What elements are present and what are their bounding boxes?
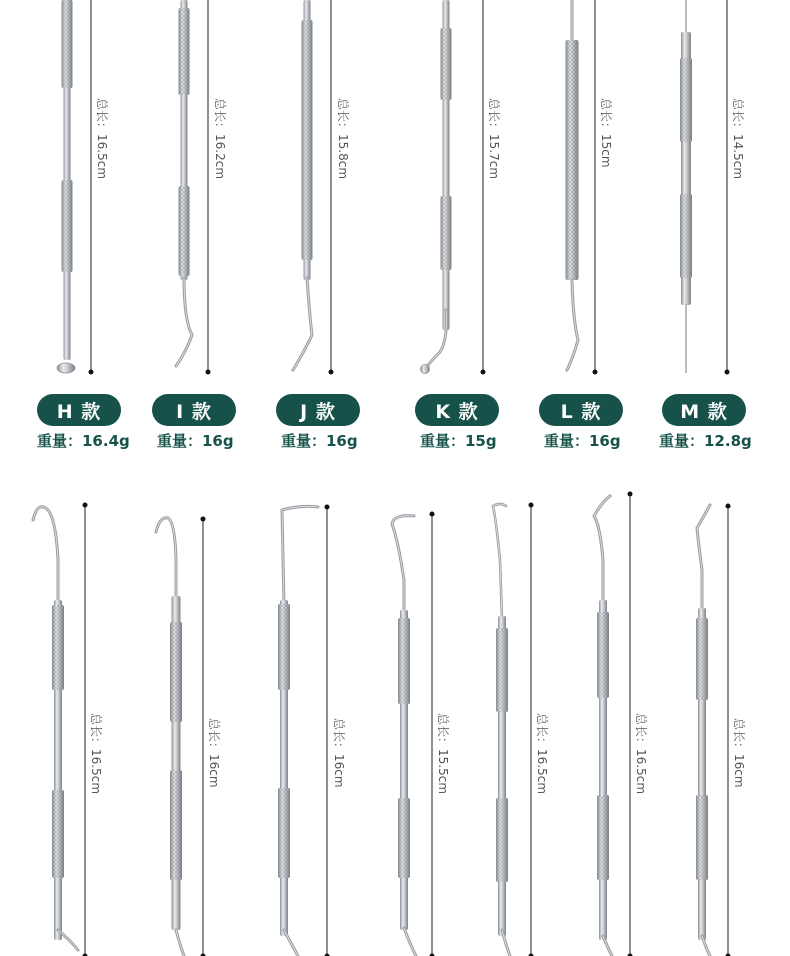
tool-b7-sickle-tip: [697, 505, 710, 612]
tool-b2-marker-top-dot: [201, 517, 206, 522]
tool-h-grip-lower-texture: [62, 180, 73, 272]
tool-b2-grip-upper-texture: [170, 622, 182, 722]
tool-l-marker-dot: [593, 370, 598, 375]
length-label-h: 总长：16.5cm: [95, 98, 109, 180]
weight-label-l: 重量：16g: [544, 432, 621, 450]
tool-b7-marker-top-dot: [726, 504, 731, 509]
tool-b5-probe-tip: [493, 504, 506, 620]
tool-b4-hook-tip: [392, 516, 414, 614]
tool-h-marker-dot: [89, 370, 94, 375]
tool-i-grip-upper-texture: [179, 8, 190, 95]
tool-b2-grip-lower-texture: [170, 770, 182, 880]
tool-b3-marker-top-dot: [325, 505, 330, 510]
tool-b6-grip-lower-texture: [597, 795, 609, 880]
tool-b2-lower-tip-highlight: [176, 930, 184, 956]
tool-b4-lower-tip-highlight: [404, 928, 416, 956]
length-label-bottom-4: 总长：15.5cm: [436, 713, 450, 795]
tool-b1-hook-tip: [33, 507, 58, 604]
length-label-j: 总长：15.8cm: [336, 98, 350, 180]
tool-b4-grip-upper-texture: [398, 618, 410, 704]
tool-b6-lower-tip-highlight: [603, 936, 612, 956]
tool-b7-grip-upper-texture: [696, 618, 708, 700]
length-label-k: 总长：15.7cm: [487, 98, 501, 180]
tool-b3-probe-tip: [282, 506, 318, 606]
tool-i-grip-lower-texture: [179, 186, 190, 276]
length-label-l: 总长：15cm: [599, 98, 613, 168]
tool-i-marker-dot: [206, 370, 211, 375]
weight-label-m: 重量：12.8g: [659, 432, 752, 450]
tool-b1-marker-top-dot: [83, 503, 88, 508]
tool-b4-marker-top-dot: [430, 512, 435, 517]
tool-m-grip-lower-texture: [680, 194, 692, 278]
weight-label-i: 重量：16g: [157, 432, 234, 450]
model-badge-m: M 款: [662, 394, 746, 426]
tool-h-spoon-tip: [57, 363, 75, 373]
tool-b2-hook-tip: [156, 518, 176, 600]
model-badge-j: J 款: [276, 394, 360, 426]
tool-b1-grip-upper-texture: [52, 605, 64, 690]
model-badge-i: I 款: [152, 394, 236, 426]
weight-label-j: 重量：16g: [281, 432, 358, 450]
tool-b7-grip-lower-texture: [696, 795, 708, 880]
tool-h-grip-upper-texture: [62, 0, 73, 88]
tool-b5-grip-upper-texture: [496, 628, 508, 712]
tool-j-curved-tip: [293, 278, 312, 370]
tool-b5-marker-top-dot: [529, 503, 534, 508]
tool-b6-grip-upper-texture: [597, 612, 609, 698]
length-label-i: 总长：16.2cm: [213, 98, 227, 180]
tool-b3-grip-upper-texture: [278, 604, 290, 690]
tool-b3-probe-tip-highlight: [282, 506, 318, 606]
length-label-bottom-1: 总长：16.5cm: [89, 713, 103, 795]
tool-b6-marker-top-dot: [628, 492, 633, 497]
tool-j-grip-texture: [302, 20, 313, 260]
length-label-bottom-2: 总长：16cm: [207, 718, 221, 788]
length-label-m: 总长：14.5cm: [731, 98, 745, 180]
model-badge-h: H 款: [37, 394, 121, 426]
tool-m-marker-dot: [725, 370, 730, 375]
tool-k-grip-upper-texture: [441, 28, 452, 100]
length-label-bottom-6: 总长：16.5cm: [634, 713, 648, 795]
tool-k-grip-lower-texture: [441, 196, 452, 270]
tool-b4-grip-lower-texture: [398, 798, 410, 878]
weight-label-h: 重量：16.4g: [37, 432, 130, 450]
model-badge-l: L 款: [539, 394, 623, 426]
tool-b3-lower-tip-highlight: [284, 930, 298, 956]
tool-b5-grip-lower-texture: [496, 798, 508, 882]
tool-b3-grip-lower-texture: [278, 788, 290, 878]
tool-k-marker-dot: [481, 370, 486, 375]
tool-m-grip-upper-texture: [680, 58, 692, 142]
tool-b1-grip-lower-texture: [52, 790, 64, 878]
tool-b7-lower-tip-highlight: [702, 936, 710, 956]
tool-j-marker-dot: [329, 370, 334, 375]
tool-i-curved-tip-highlight: [176, 278, 192, 366]
length-label-bottom-7: 总长：16cm: [732, 718, 746, 788]
model-badge-k: K 款: [415, 394, 499, 426]
length-label-bottom-3: 总长：16cm: [332, 718, 346, 788]
tool-k-ball-tip: [421, 365, 430, 374]
tool-l-grip-texture: [566, 40, 579, 280]
length-label-bottom-5: 总长：16.5cm: [535, 713, 549, 795]
weight-label-k: 重量：15g: [420, 432, 497, 450]
